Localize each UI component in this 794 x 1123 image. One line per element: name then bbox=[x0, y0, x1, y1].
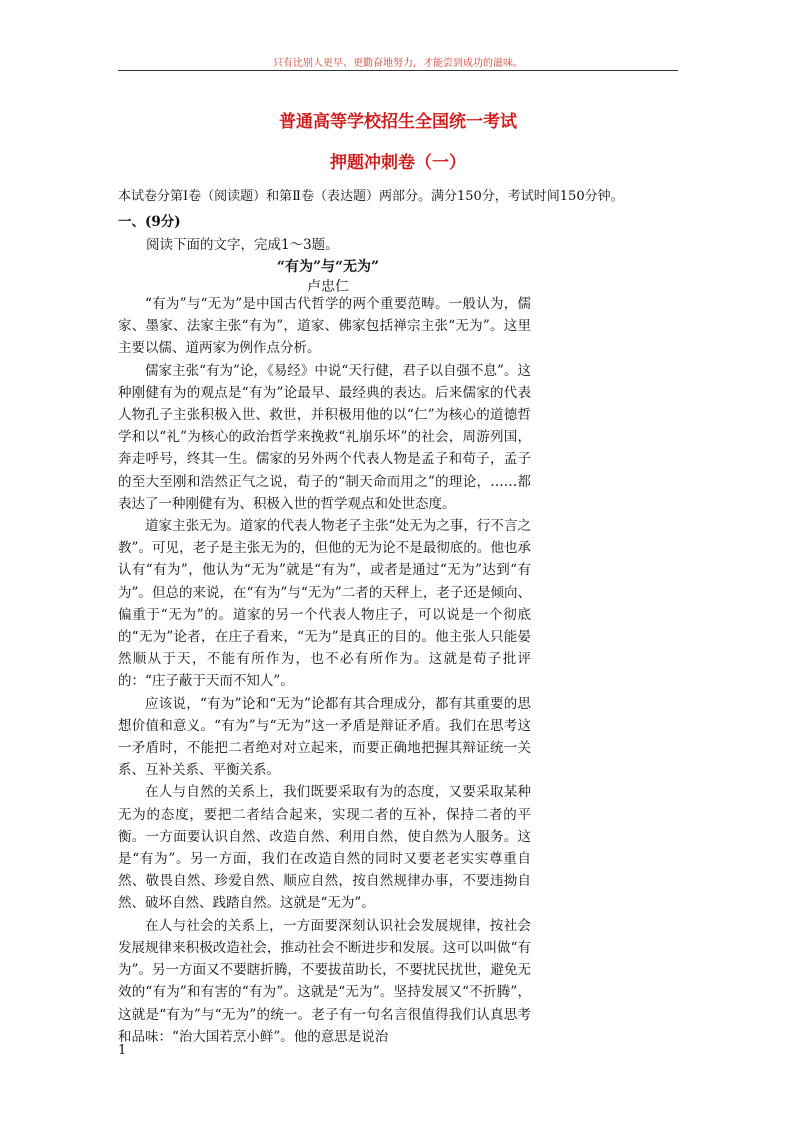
exam-subtitle: 押题冲刺卷（一） bbox=[330, 153, 466, 173]
section-instruction: 阅读下面的文字，完成1～3题。 bbox=[146, 237, 339, 253]
section-heading: 一、(9分) bbox=[118, 214, 181, 230]
exam-intro: 本试卷分第Ⅰ卷（阅读题）和第Ⅱ卷（表达题）两部分。满分150分，考试时间150分钟。 bbox=[118, 189, 624, 204]
header-motto: 只有比别人更早、更勤奋地努力，才能尝到成功的滋味。 bbox=[273, 58, 523, 69]
page-number: 1 bbox=[118, 1043, 127, 1058]
article-author: 卢忠仁 bbox=[307, 279, 349, 295]
paragraph: 道家主张无为。道家的代表人物老子主张“处无为之事，行不言之教”。可见，老子是主张无为的，但他的无为论不是最彻底的。他也承认有“有为”，他认为“无为”就是“有为”，或者是通过“无为”达到“有为”。但总的来说，在“有为”与“无为”二者的天秤上，老子还是倾向、偏重于“无为”的。道家的另一个代表人物庄子，可以说是一个彻底的“无为”论者，在庄子看来，“无为”是真正的目的。他主张人只能晏然顺从于天，不能有所作为，也不必有所作为。这就是荀子批评的：“庄子蔽于天而不知人”。 bbox=[118, 518, 531, 690]
article-title: “有为”与“无为” bbox=[276, 259, 380, 275]
paragraph: 儒家主张“有为”论，《易经》中说“天行健，君子以自强不息”。这种刚健有为的观点是“有为”论最早、最经典的表达。后来儒家的代表人物孔子主张积极入世、救世，并积极用他的以“仁”为核心的道德哲学和以“礼”为核心的政治哲学来挽救“礼崩乐坏”的社会，周游列国，奔走呼号，终其一生。儒家的另外两个代表人物是孟子和荀子，孟子的至大至刚和浩然正气之说，荀子的“制天命而用之”的理论，……都表达了一种刚健有为、积极入世的哲学观点和处世态度。 bbox=[118, 362, 531, 512]
paragraph: 在人与自然的关系上，我们既要采取有为的态度，又要采取某种无为的态度，要把二者结合起来，实现二者的互补，保持二者的平衡。一方面要认识自然、改造自然、利用自然，使自然为人服务。这是“有为”。另一方面，我们在改造自然的同时又要老老实实尊重自然、敬畏自然、珍爱自然、顺应自然，按自然规律办事，不要违拗自然、破坏自然、践踏自然。这就是“无为”。 bbox=[118, 784, 531, 912]
paragraph: “有为”与“无为”是中国古代哲学的两个重要范畴。一般认为，儒家、墨家、法家主张“有为”，道家、佛家包括禅宗主张“无为”。这里主要以儒、道两家为例作点分析。 bbox=[118, 296, 531, 357]
header-divider bbox=[118, 70, 678, 71]
article-body bbox=[118, 293, 531, 1048]
paragraph: 在人与社会的关系上，一方面要深刻认识社会发展规律，按社会发展规律来积极改造社会，推动社会不断进步和发展。这可以叫做“有为”。另一方面又不要瞎折腾，不要拔苗助长，不要扰民扰世，避免无效的“有为”和有害的“有为”。这就是“无为”。坚持发展又“不折腾”，这就是“有为”与“无为”的统一。老子有一句名言很值得我们认真思考和品味：“治大国若烹小鲜”。他的意思是说治 bbox=[118, 917, 531, 1045]
paragraph: 应该说，“有为”论和“无为”论都有其合理成分，都有其重要的思想价值和意义。“有为”与“无为”这一矛盾是辩证矛盾。我们在思考这一矛盾时，不能把二者绝对对立起来，而要正确地把握其辩证统一关系、互补关系、平衡关系。 bbox=[118, 695, 531, 779]
exam-title: 普通高等学校招生全国统一考试 bbox=[279, 112, 517, 132]
